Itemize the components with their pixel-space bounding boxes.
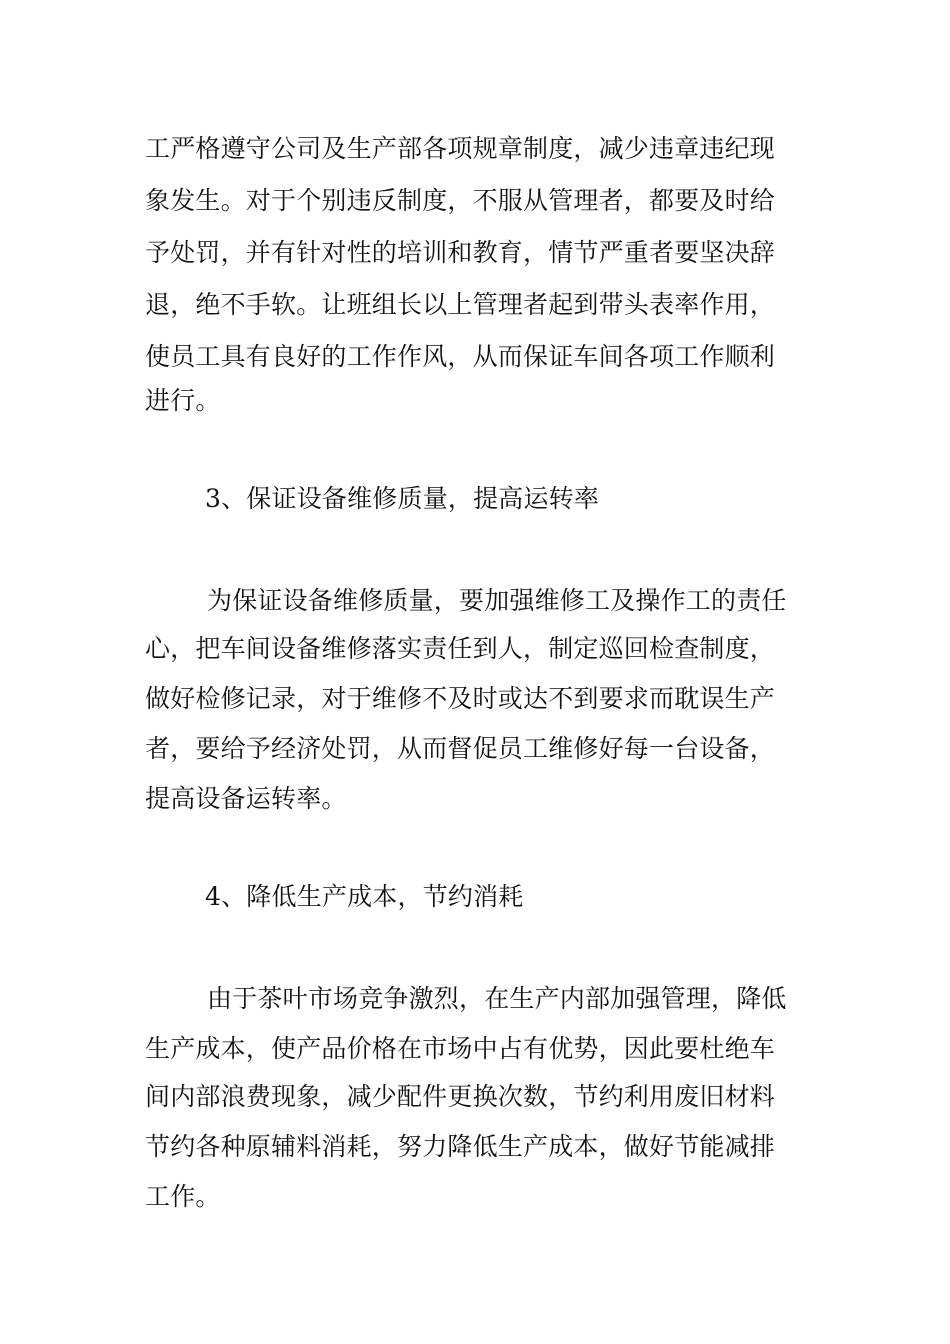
- text-line: 工作。: [145, 1182, 221, 1211]
- section-heading-4: 4、降低生产成本，节约消耗: [205, 882, 524, 911]
- text-line: 使员工具有良好的工作作风，从而保证车间各项工作顺利: [145, 342, 776, 371]
- text-line: 退，绝不手软。让班组长以上管理者起到带头表率作用，: [145, 290, 776, 319]
- text-line: 者，要给予经济处罚，从而督促员工维修好每一台设备，: [145, 734, 776, 763]
- text-line: 间内部浪费现象，减少配件更换次数，节约利用废旧材料: [145, 1082, 776, 1111]
- text-line: 提高设备运转率。: [145, 784, 347, 813]
- text-line: 象发生。对于个别违反制度，不服从管理者，都要及时给: [145, 186, 776, 215]
- text-line: 节约各种原辅料消耗，努力降低生产成本，做好节能减排: [145, 1132, 776, 1161]
- text-line: 心，把车间设备维修落实责任到人，制定巡回检查制度，: [145, 634, 776, 663]
- text-line: 进行。: [145, 386, 221, 415]
- text-line: 予处罚，并有针对性的培训和教育，情节严重者要坚决辞: [145, 238, 776, 267]
- text-line: 做好检修记录，对于维修不及时或达不到要求而耽误生产: [145, 684, 776, 713]
- text-line: 生产成本，使产品价格在市场中占有优势，因此要杜绝车: [145, 1034, 776, 1063]
- text-line: 为保证设备维修质量，要加强维修工及操作工的责任: [207, 586, 787, 615]
- text-line: 工严格遵守公司及生产部各项规章制度，减少违章违纪现: [145, 134, 776, 163]
- section-heading-3: 3、保证设备维修质量，提高运转率: [205, 484, 600, 513]
- text-line: 由于茶叶市场竞争激烈，在生产内部加强管理，降低: [207, 984, 787, 1013]
